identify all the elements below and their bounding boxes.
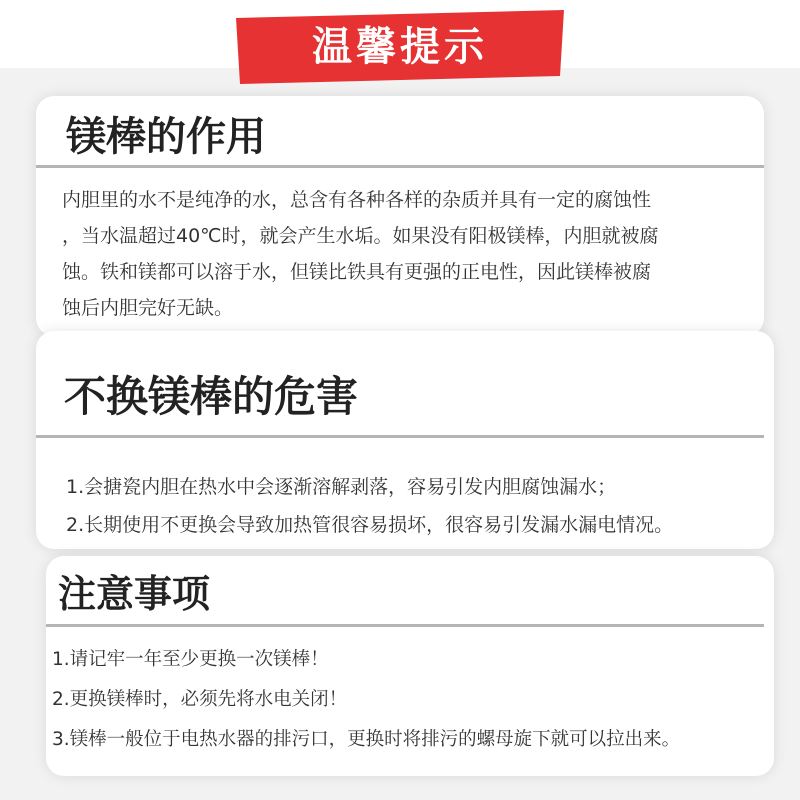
- section-divider: [46, 624, 764, 627]
- section-divider: [36, 165, 764, 168]
- section-divider: [36, 435, 764, 438]
- list-item: 2.更换镁棒时，必须先将水电关闭！: [52, 689, 348, 710]
- section-body: [62, 182, 752, 326]
- section-card-risks-of-not-replacing: [36, 331, 774, 549]
- section-card-precautions: [46, 556, 774, 776]
- section-title: 不换镁棒的危害: [64, 372, 359, 421]
- list-item: 1.请记牢一年至少更换一次镁棒！: [52, 649, 329, 670]
- section-card-magnesium-rod-function: [36, 96, 764, 336]
- list-item: 3.镁棒一般位于电热水器的排污口，更换时将排污的螺母旋下就可以拉出来。: [52, 729, 681, 750]
- warm-tips-banner: [232, 10, 568, 84]
- list-item: 2.长期使用不更换会导致加热管很容易损坏，很容易引发漏水漏电情况。: [66, 514, 674, 536]
- paragraph-line: 内胆里的水不是纯净的水，总含有各种各样的杂质并具有一定的腐蚀性: [62, 189, 652, 211]
- list-item: 1.会搪瓷内胆在热水中会逐渐溶解剥落，容易引发内胆腐蚀漏水；: [66, 476, 617, 498]
- section-body: [52, 640, 770, 760]
- paragraph-line: ，当水温超过40℃时，就会产生水垢。如果没有阳极镁棒，内胆就被腐: [62, 225, 659, 247]
- section-body: [66, 468, 766, 544]
- banner-title: 温馨提示: [312, 24, 488, 70]
- paragraph-line: 蚀。铁和镁都可以溶于水，但镁比铁具有更强的正电性，因此镁棒被腐: [62, 261, 652, 283]
- paragraph-line: 蚀后内胆完好无缺。: [62, 297, 234, 319]
- section-title: 注意事项: [58, 572, 211, 616]
- section-title: 镁棒的作用: [66, 114, 266, 160]
